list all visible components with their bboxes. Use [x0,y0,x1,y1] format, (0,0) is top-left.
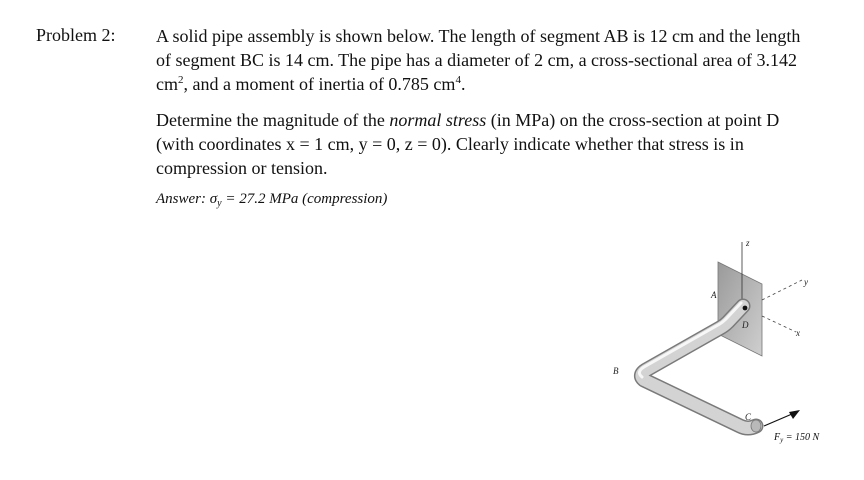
point-c-label: C [745,412,752,422]
force-label [773,432,820,444]
x-axis-line [762,316,796,332]
pipe-assembly-figure [600,230,850,450]
point-a-label: A [711,290,717,300]
given-text-part-1: A solid pipe assembly is shown below. The length of segment AB is 12 cm and the length of segment BC is 14 cm. The pipe has a diameter of 2 cm, a cross-sectional area of 3.142 cm [156,26,801,94]
point-d-label: D [742,320,749,330]
pipe-assembly-diagram [600,230,850,450]
given-text-part-3: . [460,74,466,94]
force-arrow-shaft [764,414,792,426]
point-d-marker [743,306,748,311]
problem-number: Problem 2: [36,25,116,45]
problem-paragraph-given [156,24,806,96]
z-axis-label: z [746,238,750,248]
answer-prefix: Answer: σ [156,191,218,207]
problem-paragraph-question [156,108,806,180]
y-axis-label: y [804,277,808,287]
force-value: = 150 N [783,432,820,443]
y-axis-line [762,280,802,300]
given-text-part-2: , and a moment of inertia of 0.785 cm [183,74,456,94]
pipe-end-cap [751,420,761,432]
x-axis-label: x [796,328,800,338]
question-text-part-1: Determine the magnitude of the [156,110,390,130]
problem-statement [156,24,806,209]
answer-line [156,189,806,209]
force-symbol: F [774,432,781,443]
inertia-unit-exponent: 4 [455,74,461,86]
question-text-part-2: (in MPa) on the cross-section at point D (with coordinates x = 1 cm, y = 0, z = 0). Clearly indicate whether that stress is in compression or tension. [156,110,780,178]
answer-subscript: y [217,198,222,209]
answer-value: = 27.2 MPa (compression) [221,191,388,207]
question-emphasis: normal stress [389,110,487,130]
force-subscript: y [780,436,784,444]
point-b-label: B [613,366,619,376]
force-arrow-head [789,410,800,419]
area-unit-exponent: 2 [178,74,184,86]
